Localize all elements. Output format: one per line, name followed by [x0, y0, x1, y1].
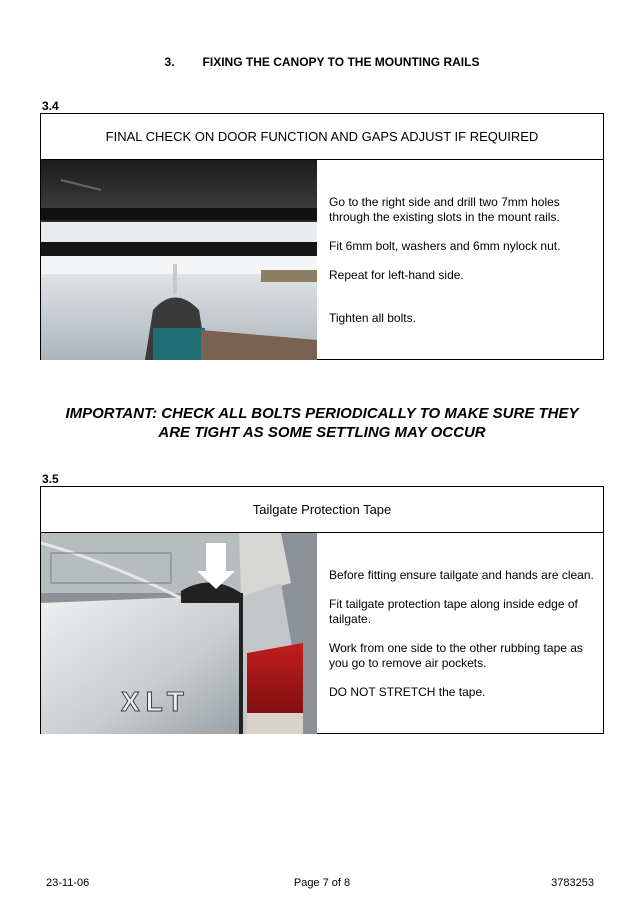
footer-date: 23-11-06 [46, 877, 90, 889]
instruction-text: Fit tailgate protection tape along inside edge of tailgate. [329, 596, 578, 626]
drill-photo [41, 160, 317, 360]
instruction-text: Fit 6mm bolt, washers and 6mm nylock nut. [329, 238, 561, 253]
tailgate-photo [41, 533, 317, 734]
section-number: 3. [164, 55, 175, 69]
important-line-2: ARE TIGHT AS SOME SETTLING MAY OCCUR [158, 424, 486, 441]
footer-page-number: Page 7 of 8 [293, 877, 351, 889]
important-line-1: IMPORTANT: CHECK ALL BOLTS PERIODICALLY TO MAKE SURE THEY [65, 405, 579, 422]
instruction-text: Work from one side to the other rubbing tape as you go to remove air pockets. [329, 640, 583, 670]
step-title-3-5: Tailgate Protection Tape [41, 487, 603, 533]
step-instructions-3-5 [317, 533, 603, 734]
instruction-text: DO NOT STRETCH the tape. [329, 684, 486, 699]
instruction-text: Before fitting ensure tailgate and hands are clean. [329, 567, 594, 582]
instruction-text: Tighten all bolts. [329, 310, 416, 325]
section-heading [0, 55, 644, 69]
step-number-3-4: 3.4 [42, 99, 59, 113]
step-box-3-4 [40, 113, 604, 360]
footer-doc-number: 3783253 [551, 877, 594, 889]
step-instructions-3-4 [317, 160, 603, 360]
step-title-3-4: FINAL CHECK ON DOOR FUNCTION AND GAPS ADJUST IF REQUIRED [41, 114, 603, 160]
step-number-3-5: 3.5 [42, 472, 59, 486]
instruction-text: Go to the right side and drill two 7mm holes through the existing slots in the mount rails. [329, 194, 560, 224]
instruction-text: Repeat for left-hand side. [329, 267, 464, 282]
step-box-3-5 [40, 486, 604, 734]
xlt-badge: XLT [121, 686, 190, 717]
important-notice [0, 404, 644, 442]
section-title: FIXING THE CANOPY TO THE MOUNTING RAILS [202, 55, 480, 69]
